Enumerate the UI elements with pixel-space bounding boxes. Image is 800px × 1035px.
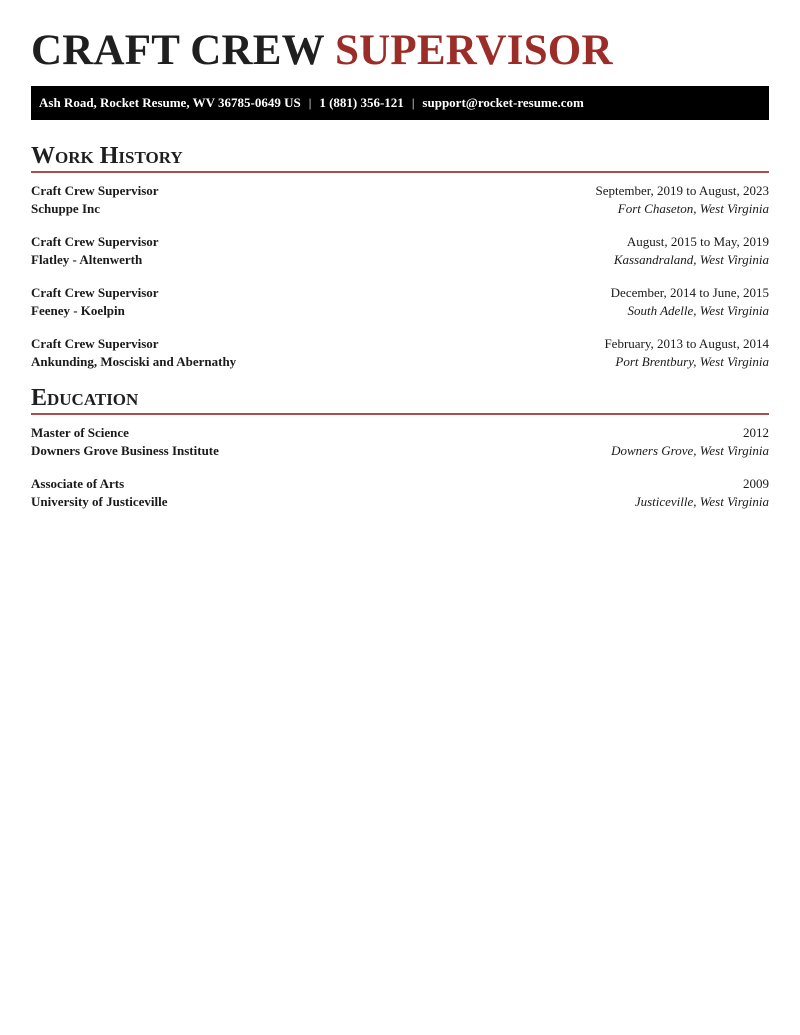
- entry-row: [31, 251, 769, 269]
- education-section: [31, 384, 769, 511]
- work-entry: [31, 335, 769, 371]
- title-accent-word: SUPERVISOR: [335, 27, 613, 74]
- school-name: University of Justiceville: [31, 494, 168, 509]
- entry-row: [31, 493, 769, 511]
- job-location: Port Brentbury, West Virginia: [615, 354, 769, 369]
- education-heading: Education: [31, 385, 139, 411]
- job-dates: February, 2013 to August, 2014: [604, 336, 769, 351]
- entry-row: [31, 302, 769, 320]
- entry-row: [31, 353, 769, 371]
- education-entry: [31, 475, 769, 511]
- company-name: Schuppe Inc: [31, 201, 100, 216]
- graduation-year: 2012: [743, 425, 769, 440]
- entry-row: [31, 442, 769, 460]
- entry-row: [31, 233, 769, 251]
- company-name: Ankunding, Mosciski and Abernathy: [31, 354, 237, 369]
- job-title: Craft Crew Supervisor: [31, 285, 159, 300]
- title-first-word: CRAFT CREW: [31, 27, 325, 74]
- resume-page: [31, 0, 769, 511]
- education-entry: [31, 424, 769, 460]
- job-title: Craft Crew Supervisor: [31, 234, 159, 249]
- entry-row: [31, 475, 769, 493]
- entry-row: [31, 335, 769, 353]
- contact-bar: [31, 86, 769, 120]
- entry-row: [31, 200, 769, 218]
- school-location: Downers Grove, West Virginia: [611, 443, 769, 458]
- work-entry: [31, 284, 769, 320]
- graduation-year: 2009: [743, 476, 769, 491]
- entry-row: [31, 424, 769, 442]
- work-entry: [31, 233, 769, 269]
- contact-address: Ash Road, Rocket Resume, WV 36785-0649 US: [39, 95, 301, 110]
- section-divider: [31, 171, 769, 173]
- job-dates: December, 2014 to June, 2015: [610, 285, 769, 300]
- entry-row: [31, 182, 769, 200]
- company-name: Feeney - Koelpin: [31, 303, 125, 318]
- job-location: Kassandraland, West Virginia: [613, 252, 769, 267]
- resume-title: [31, 26, 769, 76]
- section-divider: [31, 413, 769, 415]
- school-location: Justiceville, West Virginia: [634, 494, 769, 509]
- work-entry: [31, 182, 769, 218]
- entry-row: [31, 284, 769, 302]
- job-title: Craft Crew Supervisor: [31, 183, 159, 198]
- company-name: Flatley - Altenwerth: [31, 252, 143, 267]
- contact-phone: 1 (881) 356-121: [319, 95, 404, 110]
- job-title: Craft Crew Supervisor: [31, 336, 159, 351]
- contact-email: support@rocket-resume.com: [422, 95, 584, 110]
- job-location: South Adelle, West Virginia: [627, 303, 769, 318]
- contact-separator: |: [411, 95, 415, 110]
- degree-name: Associate of Arts: [31, 476, 125, 491]
- job-location: Fort Chaseton, West Virginia: [617, 201, 769, 216]
- job-dates: September, 2019 to August, 2023: [595, 183, 769, 198]
- work-history-heading: Work History: [31, 143, 183, 169]
- degree-name: Master of Science: [31, 425, 129, 440]
- job-dates: August, 2015 to May, 2019: [626, 234, 769, 249]
- contact-separator: |: [308, 95, 312, 110]
- school-name: Downers Grove Business Institute: [31, 443, 219, 458]
- work-history-section: [31, 142, 769, 371]
